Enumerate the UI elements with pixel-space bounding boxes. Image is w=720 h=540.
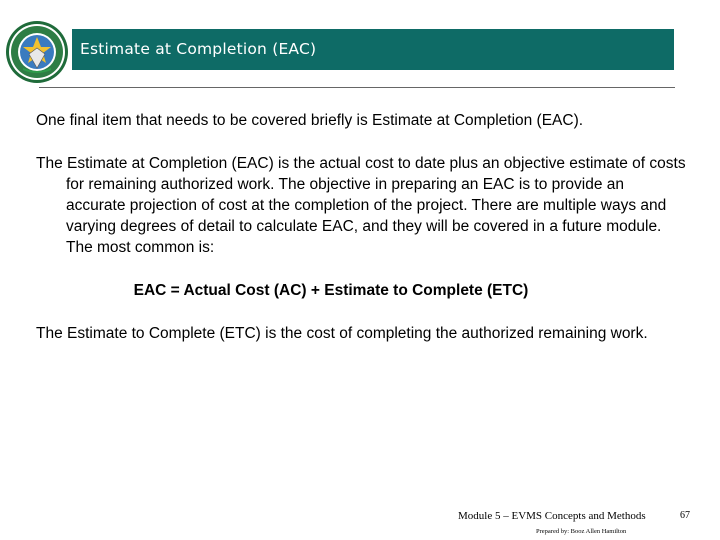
header-divider — [39, 87, 675, 88]
department-of-energy-seal-icon — [5, 20, 69, 84]
etc-definition-paragraph: The Estimate to Complete (ETC) is the cost of completing the authorized remaining work. — [36, 325, 648, 342]
page-number: 67 — [680, 510, 690, 521]
prepared-by-credit: Prepared by: Booz Allen Hamilton — [536, 528, 627, 535]
eac-formula: EAC = Actual Cost (AC) + Estimate to Complete (ETC) — [133, 282, 529, 299]
intro-paragraph: One final item that needs to be covered briefly is Estimate at Completion (EAC). — [36, 112, 584, 129]
eac-definition-paragraph: The Estimate at Completion (EAC) is the actual cost to date plus an objective estimate of costs for remaining authorized work. The objective in preparing an EAC is to provide an accurate projection of cost at the completion of the project. There are multiple ways and varying degrees of detail to calculate EAC, and they will be covered in a future module. The most common is: — [36, 155, 686, 256]
footer-module-label: Module 5 – EVMS Concepts and Methods — [458, 510, 646, 522]
slide-body — [36, 110, 686, 344]
slide-title: Estimate at Completion (EAC) — [72, 29, 674, 70]
